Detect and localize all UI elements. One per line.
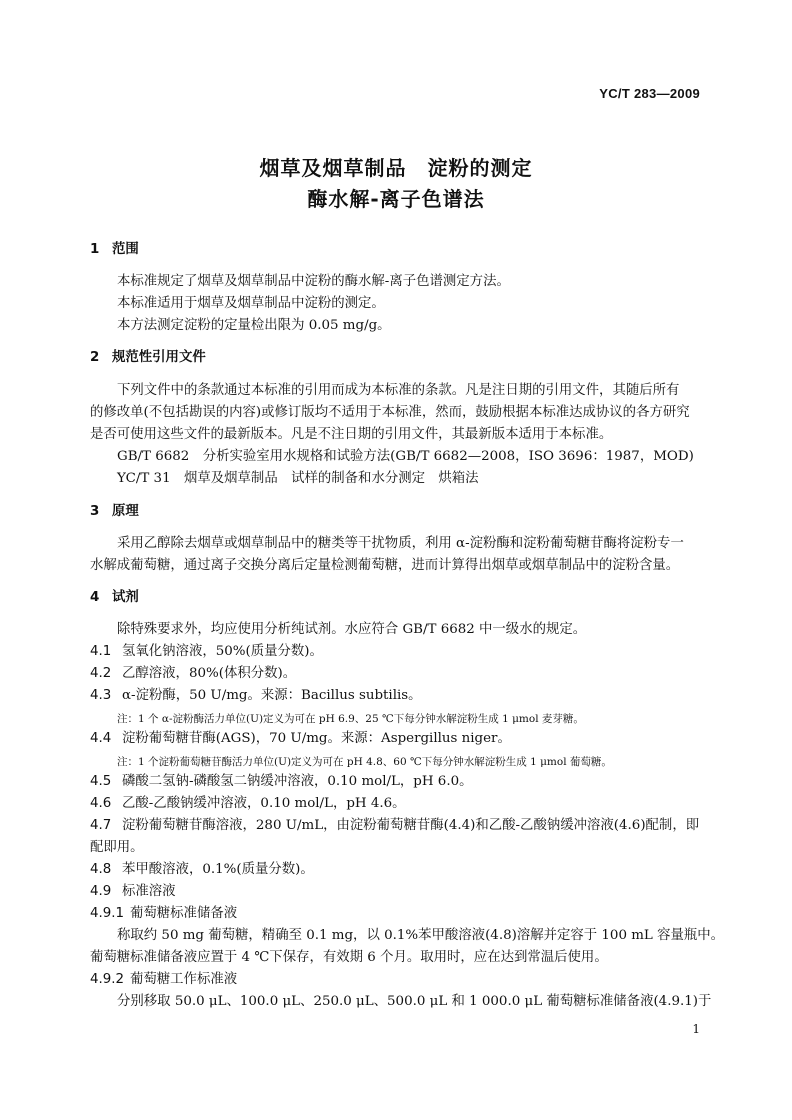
- text-line: [117, 273, 702, 291]
- note-line: [117, 710, 729, 728]
- section-heading: [90, 589, 702, 607]
- text-line: [90, 404, 702, 422]
- line-text: 原理: [112, 504, 139, 519]
- clause-line: [90, 817, 702, 835]
- text-line: [117, 317, 702, 335]
- standard-code: YC/T 283—2009: [599, 86, 700, 101]
- clause-number: 4.4: [90, 731, 112, 746]
- text-line: [117, 470, 702, 488]
- clause-line: [90, 905, 702, 923]
- line-text: 注：1 个淀粉葡萄糖苷酶活力单位(U)定义为可在 pH 4.8、60 ℃下每分钟水解淀粉生成 1 μmol 葡萄糖。: [117, 756, 612, 768]
- clause-line: [90, 643, 702, 661]
- line-text: 称取约 50 mg 葡萄糖，精确至 0.1 mg，以 0.1%苯甲酸溶液(4.8)溶解并定容于 100 mL 容量瓶中。: [117, 928, 725, 943]
- line-text: 规范性引用文件: [112, 350, 206, 365]
- text-line: [117, 382, 702, 400]
- line-text: 试剂: [112, 590, 139, 605]
- line-text: 葡萄糖标准储备液应置于 4 ℃下保存，有效期 6 个月。取用时，应在达到常温后使用。: [90, 950, 608, 965]
- clause-line: [90, 971, 702, 989]
- section-heading: [90, 241, 702, 259]
- text-line: [117, 448, 702, 466]
- clause-number: 4.3: [90, 688, 112, 703]
- clause-line: [90, 687, 702, 705]
- clause-line: [90, 730, 702, 748]
- text-line: [90, 839, 702, 857]
- text-line: [117, 621, 702, 639]
- document-title: 烟草及烟草制品 淀粉的测定: [259, 156, 533, 180]
- note-line: [117, 753, 729, 771]
- clause-number: 2: [90, 350, 100, 365]
- text-line: [90, 949, 702, 967]
- clause-number: 4.5: [90, 774, 112, 789]
- clause-number: 3: [90, 504, 100, 519]
- section-heading: [90, 349, 702, 367]
- text-line: [117, 927, 725, 945]
- line-text: 葡萄糖工作标准液: [130, 972, 238, 987]
- line-text: 除特殊要求外，均应使用分析纯试剂。水应符合 GB/T 6682 中一级水的规定。: [117, 622, 587, 637]
- line-text: 水解成葡萄糖，通过离子交换分离后定量检测葡萄糖，进而计算得出烟草或烟草制品中的淀粉含量。: [90, 558, 680, 573]
- line-text: 本方法测定淀粉的定量检出限为 0.05 mg/g。: [117, 318, 391, 333]
- line-text: 淀粉葡萄糖苷酶溶液，280 U/mL，由淀粉葡萄糖苷酶(4.4)和乙酸-乙酸钠缓冲溶液(4.6)配制，即: [122, 818, 700, 833]
- line-text: 葡萄糖标准储备液: [130, 906, 238, 921]
- clause-number: 4: [90, 590, 100, 605]
- line-text: 采用乙醇除去烟草或烟草制品中的糖类等干扰物质，利用 α-淀粉酶和淀粉葡萄糖苷酶将淀粉专一: [117, 536, 684, 551]
- line-text: 乙醇溶液，80%(体积分数)。: [122, 666, 297, 681]
- clause-line: [90, 773, 702, 791]
- line-text: 注：1 个 α-淀粉酶活力单位(U)定义为可在 pH 6.9、25 ℃下每分钟水解淀粉生成 1 μmol 麦芽糖。: [117, 713, 584, 725]
- line-text: 淀粉葡萄糖苷酶(AGS)，70 U/mg。来源：Aspergillus niger。: [122, 731, 511, 746]
- line-text: YC/T 31 烟草及烟草制品 试样的制备和水分测定 烘箱法: [117, 471, 479, 486]
- text-line: [90, 557, 702, 575]
- line-text: α-淀粉酶，50 U/mg。来源：Bacillus subtilis。: [122, 688, 422, 703]
- clause-number: 4.6: [90, 796, 112, 811]
- clause-number: 1: [90, 242, 100, 257]
- line-text: 氢氧化钠溶液，50%(质量分数)。: [122, 644, 323, 659]
- text-line: [117, 295, 702, 313]
- clause-number: 4.7: [90, 818, 112, 833]
- line-text: 苯甲酸溶液，0.1%(质量分数)。: [122, 862, 314, 877]
- line-text: 是否可使用这些文件的最新版本。凡是不注日期的引用文件，其最新版本适用于本标准。: [90, 427, 613, 442]
- text-line: [117, 535, 702, 553]
- line-text: 分别移取 50.0 μL、100.0 μL、250.0 μL、500.0 μL 和 1 000.0 μL 葡萄糖标准储备液(4.9.1)于: [117, 994, 712, 1009]
- page-number: 1: [692, 1022, 700, 1036]
- clause-number: 4.9.1: [90, 906, 125, 921]
- line-text: GB/T 6682 分析实验室用水规格和试验方法(GB/T 6682—2008，ISO 3696：1987，MOD): [117, 449, 694, 464]
- text-line: [90, 426, 702, 444]
- line-text: 配即用。: [90, 840, 144, 855]
- clause-number: 4.8: [90, 862, 112, 877]
- line-text: 的修改单(不包括勘误的内容)或修订版均不适用于本标准，然而，鼓励根据本标准达成协议的各方研究: [90, 405, 690, 420]
- clause-number: 4.1: [90, 644, 112, 659]
- section-heading: [90, 503, 702, 521]
- line-text: 范围: [112, 242, 139, 257]
- line-text: 下列文件中的条款通过本标准的引用而成为本标准的条款。凡是注日期的引用文件，其随后所有: [117, 383, 680, 398]
- clause-line: [90, 795, 702, 813]
- line-text: 本标准规定了烟草及烟草制品中淀粉的酶水解-离子色谱测定方法。: [117, 274, 510, 289]
- text-line: [117, 993, 712, 1011]
- clause-number: 4.2: [90, 666, 112, 681]
- clause-number: 4.9.2: [90, 972, 125, 987]
- clause-number: 4.9: [90, 884, 112, 899]
- line-text: 磷酸二氢钠-磷酸氢二钠缓冲溶液，0.10 mol/L，pH 6.0。: [122, 774, 473, 789]
- clause-line: [90, 665, 702, 683]
- line-text: 本标准适用于烟草及烟草制品中淀粉的测定。: [117, 296, 385, 311]
- line-text: 乙酸-乙酸钠缓冲溶液，0.10 mol/L，pH 4.6。: [122, 796, 406, 811]
- document-subtitle: 酶水解-离子色谱法: [307, 187, 485, 211]
- clause-line: [90, 883, 702, 901]
- clause-line: [90, 861, 702, 879]
- line-text: 标准溶液: [122, 884, 176, 899]
